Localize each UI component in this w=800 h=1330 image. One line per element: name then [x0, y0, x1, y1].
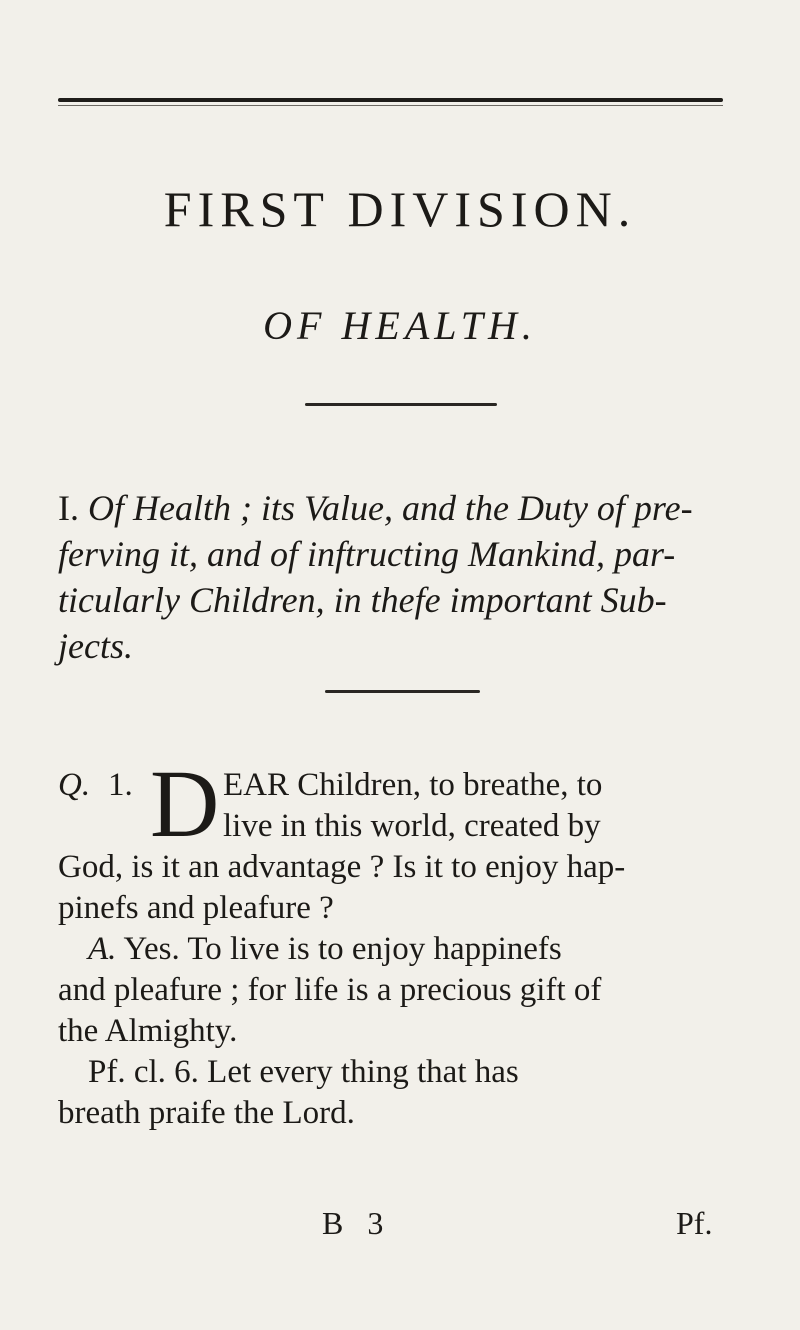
chapter-number: I. — [58, 488, 79, 528]
psalm-line-1: Pf. cl. 6. Let every thing that has — [88, 1054, 519, 1090]
body-text — [58, 750, 744, 1134]
answer-line-2: and pleafure ; for life is a precious gift of — [58, 972, 602, 1008]
chapter-title: Of Health ; its Value, and the Duty of pre- ferving it, and of inftructing Mankind, par- ticularly Children, in thefe important Sub- jects. — [58, 488, 693, 666]
ornamental-rule — [305, 403, 497, 406]
chapter-heading — [58, 485, 748, 669]
answer-line-1 — [58, 929, 744, 970]
question-line-1: EAR Children, to breathe, to — [223, 767, 603, 803]
answer-text: Yes. To live is to enjoy happinefs — [123, 931, 562, 967]
question-number: 1. — [108, 767, 133, 803]
answer-label: A. — [88, 931, 117, 967]
section-rule — [325, 690, 480, 693]
division-title: FIRST DIVISION. — [163, 181, 637, 237]
catchword: Pf. — [676, 1205, 713, 1241]
signature-mark: B 3 — [322, 1205, 392, 1241]
question-line-4: pinefs and pleafure ? — [58, 890, 334, 926]
top-rule — [58, 98, 723, 102]
question-opening — [58, 750, 744, 857]
question-label: Q. — [58, 767, 91, 803]
page-footer — [0, 1205, 800, 1255]
section-title: OF HEALTH. — [263, 303, 537, 348]
answer-line-3: the Almighty. — [58, 1013, 238, 1049]
psalm-line-2: breath praife the Lord. — [58, 1095, 355, 1131]
question-line-2: live in this world, created by — [223, 808, 601, 844]
drop-cap: D — [150, 750, 220, 857]
question-line-3: God, is it an advantage ? Is it to enjoy hap- — [58, 849, 626, 885]
